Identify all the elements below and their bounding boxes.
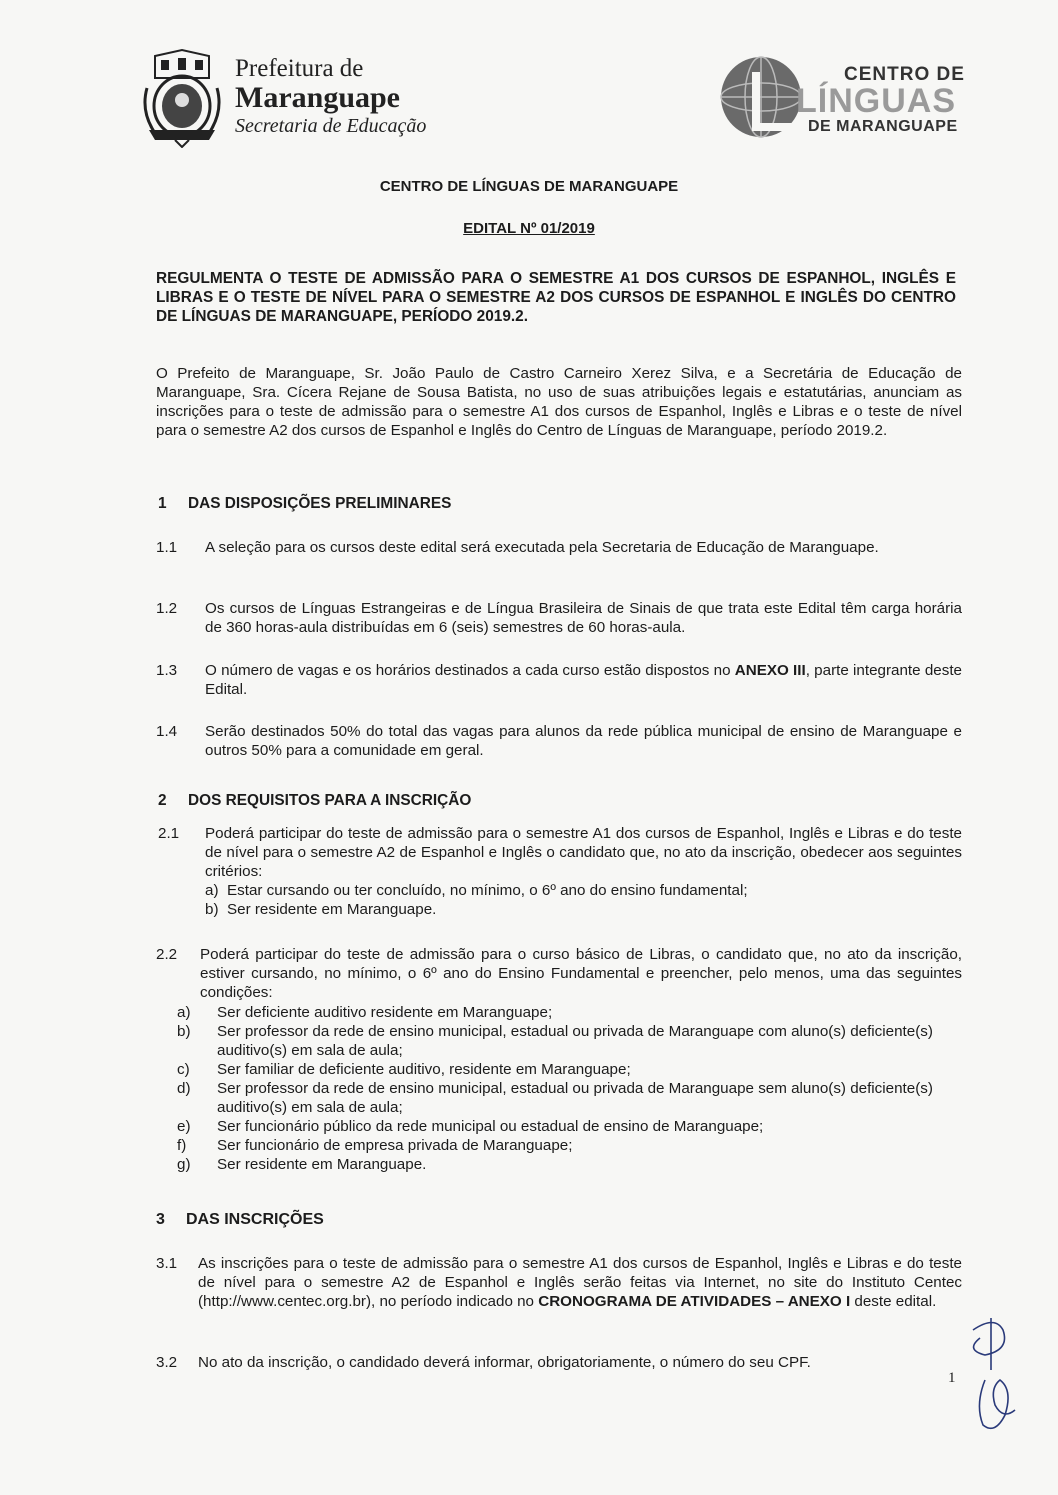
clause-text-part: deste edital. xyxy=(850,1293,937,1310)
clause-number: 3.2 xyxy=(156,1354,178,1371)
section-3-title xyxy=(156,1211,324,1229)
criterion-text: Estar cursando ou ter concluído, no mínimo, o 6º ano do ensino fundamental; xyxy=(227,882,748,899)
section-title-text: DAS DISPOSIÇÕES PRELIMINARES xyxy=(188,495,452,512)
clause-number: 2.2 xyxy=(156,946,178,963)
logo-city-name: Maranguape xyxy=(235,81,400,114)
clause-text: Poderá participar do teste de admissão para o curso básico de Libras, o candidato que, no ato da inscrição, estiver cursando, no mínimo, o 6º ano do Ensino Fundamental e preencher, pelo menos, uma das seguintes condições: xyxy=(200,946,962,1001)
clause-number: 1.1 xyxy=(156,539,178,556)
condition-letter: c) xyxy=(177,1061,190,1078)
logo-linguas: LÍNGUAS xyxy=(796,82,956,120)
condition-letter: e) xyxy=(177,1118,191,1135)
condition-text: Ser professor da rede de ensino municipal, estadual ou privada de Maranguape com aluno(s) deficiente(s) auditivo(s) em sala de aula; xyxy=(217,1023,933,1059)
intro-paragraph: O Prefeito de Maranguape, Sr. João Paulo de Castro Carneiro Xerez Silva, e a Secretária de Educação de Maranguape, Sra. Cícera Rejane de Sousa Batista, no uso de suas atribuições legais e estatutárias, anunciam as inscrições para o teste de admissão para o semestre A1 dos cursos de Espanhol, Inglês e Libras e o teste de nível para o semestre A2 dos cursos de Espanhol e Inglês do Centro de Línguas de Maranguape, período 2019.2. xyxy=(156,365,962,439)
condition-text: Ser familiar de deficiente auditivo, residente em Maranguape; xyxy=(217,1061,631,1078)
clause-text: No ato da inscrição, o candidado deverá informar, obrigatoriamente, o número do seu CPF. xyxy=(198,1354,811,1371)
section-number: 3 xyxy=(156,1211,165,1228)
clause-text: Poderá participar do teste de admissão para o semestre A1 dos cursos de Espanhol, Inglês e Libras e do teste de nível para o semestre A2 de Espanhol e Inglês o candidato que, no ato da inscrição, obedecer aos seguintes critérios: xyxy=(205,825,962,880)
annex-reference: ANEXO III xyxy=(734,662,806,679)
condition-letter: f) xyxy=(177,1137,187,1154)
municipal-crest-icon xyxy=(135,48,230,148)
clause-text-part: , parte integrante deste Edital. xyxy=(205,662,962,698)
handwritten-initials-signature xyxy=(955,1310,1035,1440)
centro-de-linguas-logo xyxy=(716,52,976,142)
condition-text: Ser funcionário de empresa privada de Maranguape; xyxy=(217,1137,573,1154)
section-title-text: DOS REQUISITOS PARA A INSCRIÇÃO xyxy=(188,792,472,809)
condition-letter: b) xyxy=(177,1023,191,1040)
clause-number: 3.1 xyxy=(156,1255,178,1272)
logo-de-maranguape: DE MARANGUAPE xyxy=(808,118,958,135)
page-number: 1 xyxy=(948,1370,956,1386)
condition-text: Ser residente em Maranguape. xyxy=(217,1156,427,1173)
criterion-text: Ser residente em Maranguape. xyxy=(227,901,437,918)
section-number: 2 xyxy=(158,792,167,809)
condition-text: Ser funcionário público da rede municipal ou estadual de ensino de Maranguape; xyxy=(217,1118,764,1135)
section-title-text: DAS INSCRIÇÕES xyxy=(186,1211,324,1228)
logo-centro-de: CENTRO DE xyxy=(844,64,965,85)
regulamenta-heading: REGULMENTA O TESTE DE ADMISSÃO PARA O SEMESTRE A1 DOS CURSOS DE ESPANHOL, INGLÊS E LIBRAS E O TESTE DE NÍVEL PARA O SEMESTRE A2 DOS CURSOS DE ESPANHOL E INGLÊS DO CENTRO DE LÍNGUAS DE MARANGUAPE, PERÍODO 2019.2. xyxy=(156,270,956,325)
clause-text xyxy=(198,1254,962,1311)
logo-prefeitura-line: Prefeitura de xyxy=(235,55,364,82)
clause-number: 2.1 xyxy=(158,825,180,842)
condition-letter: a) xyxy=(177,1004,191,1021)
clause-text xyxy=(205,661,962,699)
condition-letter: d) xyxy=(177,1080,191,1097)
clause-text-part: As inscrições para o teste de admissão para o semestre A1 dos cursos de Espanhol, Inglês e Libras e do teste de nível para o semestre A2 de Espanhol e Inglês serão feitas via Internet, no site do Instituto Centec (http://www.centec.org.br), no período indicado no xyxy=(198,1255,962,1310)
prefeitura-logo xyxy=(135,48,455,148)
criterion-letter: a) xyxy=(205,882,219,899)
clause-number: 1.4 xyxy=(156,723,178,740)
clause-text-part: O número de vagas e os horários destinados a cada curso estão dispostos no xyxy=(205,662,735,679)
clause-text: Os cursos de Línguas Estrangeiras e de Língua Brasileira de Sinais de que trata este Edital têm carga horária de 360 horas-aula distribuídas em 6 (seis) semestres de 60 horas-aula. xyxy=(205,600,962,636)
condition-text: Ser deficiente auditivo residente em Maranguape; xyxy=(217,1004,553,1021)
condition-letter: g) xyxy=(177,1156,191,1173)
clause-number: 1.2 xyxy=(156,600,178,617)
clause-text: A seleção para os cursos deste edital será executada pela Secretaria de Educação de Maranguape. xyxy=(205,539,879,556)
section-2-title xyxy=(158,792,471,810)
section-number: 1 xyxy=(158,495,167,512)
condition-text: Ser professor da rede de ensino municipal, estadual ou privada de Maranguape sem aluno(s) deficiente(s) auditivo(s) em sala de aula; xyxy=(217,1080,933,1116)
institution-heading: CENTRO DE LÍNGUAS DE MARANGUAPE xyxy=(379,178,679,195)
cronograma-reference: CRONOGRAMA DE ATIVIDADES – ANEXO I xyxy=(538,1293,851,1310)
logo-secretaria: Secretaria de Educação xyxy=(235,115,427,137)
clause-number: 1.3 xyxy=(156,662,178,679)
clause-text: Serão destinados 50% do total das vagas para alunos da rede pública municipal de ensino de Maranguape e outros 50% para a comunidade em geral. xyxy=(205,723,962,759)
edital-heading: EDITAL Nº 01/2019 xyxy=(463,220,595,237)
criterion-letter: b) xyxy=(205,901,219,918)
section-1-title xyxy=(158,495,451,513)
